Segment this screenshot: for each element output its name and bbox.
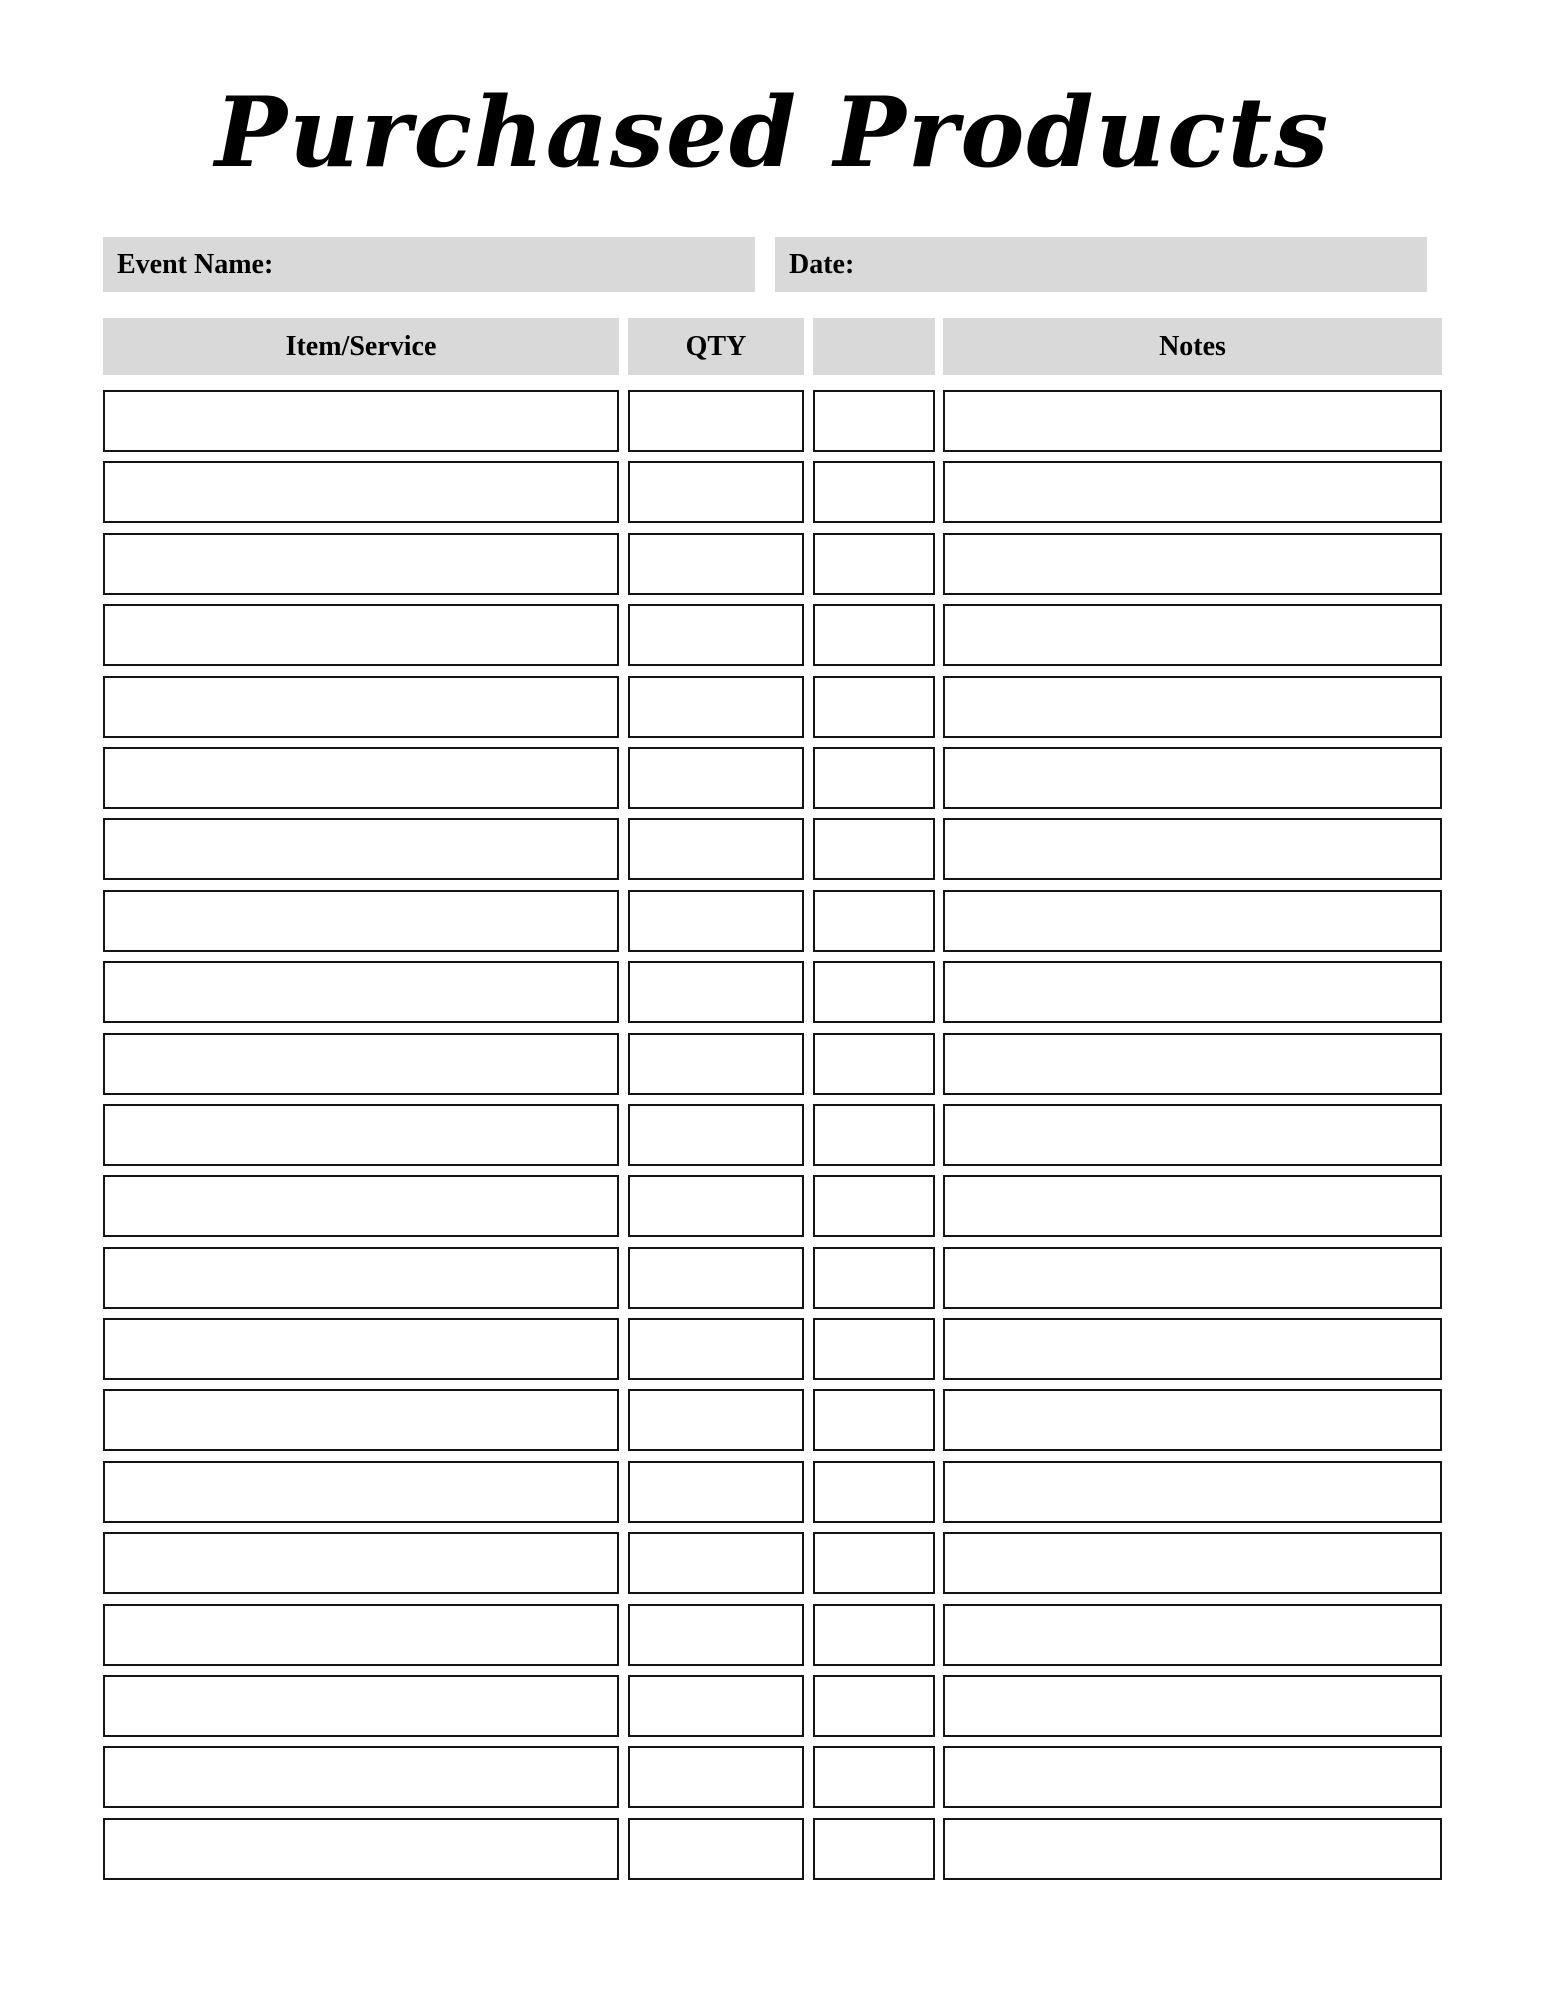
- table-row: [103, 1247, 1442, 1309]
- blank-cell[interactable]: [813, 818, 935, 880]
- item-service-cell[interactable]: [103, 890, 619, 952]
- table-row: [103, 390, 1442, 452]
- notes-cell[interactable]: [943, 818, 1442, 880]
- qty-cell[interactable]: [628, 1746, 804, 1808]
- item-service-cell[interactable]: [103, 1461, 619, 1523]
- qty-cell[interactable]: [628, 533, 804, 595]
- qty-cell[interactable]: [628, 1818, 804, 1880]
- item-service-cell[interactable]: [103, 676, 619, 738]
- qty-cell[interactable]: [628, 961, 804, 1023]
- qty-cell[interactable]: [628, 1532, 804, 1594]
- qty-cell[interactable]: [628, 1033, 804, 1095]
- notes-cell[interactable]: [943, 1104, 1442, 1166]
- table-row: [103, 461, 1442, 523]
- item-service-cell[interactable]: [103, 390, 619, 452]
- item-service-cell[interactable]: [103, 961, 619, 1023]
- blank-cell[interactable]: [813, 461, 935, 523]
- event-name-label: Event Name:: [117, 248, 274, 280]
- blank-cell[interactable]: [813, 390, 935, 452]
- blank-cell[interactable]: [813, 1746, 935, 1808]
- page-title: Purchased Products: [214, 76, 1331, 189]
- notes-cell[interactable]: [943, 1247, 1442, 1309]
- item-service-cell[interactable]: [103, 1247, 619, 1309]
- table-row: [103, 1318, 1442, 1380]
- event-name-field[interactable]: [103, 237, 755, 292]
- item-service-cell[interactable]: [103, 747, 619, 809]
- column-header-notes: Notes: [943, 318, 1442, 375]
- table-row: [103, 961, 1442, 1023]
- table-row: [103, 1675, 1442, 1737]
- table-row: [103, 1389, 1442, 1451]
- item-service-cell[interactable]: [103, 533, 619, 595]
- blank-cell[interactable]: [813, 747, 935, 809]
- table-row: [103, 676, 1442, 738]
- notes-cell[interactable]: [943, 1818, 1442, 1880]
- table-row: [103, 1746, 1442, 1808]
- table-row: [103, 1604, 1442, 1666]
- item-service-cell[interactable]: [103, 1604, 619, 1666]
- column-header-qty: QTY: [628, 318, 804, 375]
- blank-cell[interactable]: [813, 1389, 935, 1451]
- table-row: [103, 818, 1442, 880]
- qty-cell[interactable]: [628, 818, 804, 880]
- qty-cell[interactable]: [628, 390, 804, 452]
- table-row: [103, 604, 1442, 666]
- qty-cell[interactable]: [628, 747, 804, 809]
- notes-cell[interactable]: [943, 390, 1442, 452]
- date-label: Date:: [789, 248, 855, 280]
- table-row: [103, 1818, 1442, 1880]
- date-field[interactable]: [775, 237, 1427, 292]
- blank-cell[interactable]: [813, 533, 935, 595]
- item-service-cell[interactable]: [103, 1675, 619, 1737]
- qty-cell[interactable]: [628, 890, 804, 952]
- blank-cell[interactable]: [813, 676, 935, 738]
- table-body: [103, 390, 1442, 1880]
- qty-cell[interactable]: [628, 1675, 804, 1737]
- item-service-cell[interactable]: [103, 1318, 619, 1380]
- notes-cell[interactable]: [943, 1675, 1442, 1737]
- table-row: [103, 890, 1442, 952]
- blank-cell[interactable]: [813, 961, 935, 1023]
- notes-cell[interactable]: [943, 890, 1442, 952]
- column-header-item-service: Item/Service: [103, 318, 619, 375]
- blank-cell[interactable]: [813, 1604, 935, 1666]
- notes-cell[interactable]: [943, 676, 1442, 738]
- date-input[interactable]: [864, 237, 1427, 292]
- item-service-cell[interactable]: [103, 1746, 619, 1808]
- qty-cell[interactable]: [628, 1461, 804, 1523]
- notes-cell[interactable]: [943, 1033, 1442, 1095]
- column-header-blank: [813, 318, 935, 375]
- table-row: [103, 1175, 1442, 1237]
- qty-cell[interactable]: [628, 1247, 804, 1309]
- blank-cell[interactable]: [813, 1104, 935, 1166]
- item-service-cell[interactable]: [103, 461, 619, 523]
- blank-cell[interactable]: [813, 1818, 935, 1880]
- qty-cell[interactable]: [628, 604, 804, 666]
- qty-cell[interactable]: [628, 1104, 804, 1166]
- table-row: [103, 1532, 1442, 1594]
- notes-cell[interactable]: [943, 1461, 1442, 1523]
- table-row: [103, 747, 1442, 809]
- table-header-row: [103, 318, 1442, 375]
- qty-cell[interactable]: [628, 1604, 804, 1666]
- item-service-cell[interactable]: [103, 1175, 619, 1237]
- notes-cell[interactable]: [943, 1175, 1442, 1237]
- item-service-cell[interactable]: [103, 1033, 619, 1095]
- notes-cell[interactable]: [943, 1604, 1442, 1666]
- qty-cell[interactable]: [628, 1389, 804, 1451]
- item-service-cell[interactable]: [103, 604, 619, 666]
- blank-cell[interactable]: [813, 890, 935, 952]
- table-row: [103, 533, 1442, 595]
- item-service-cell[interactable]: [103, 1532, 619, 1594]
- qty-cell[interactable]: [628, 461, 804, 523]
- qty-cell[interactable]: [628, 1318, 804, 1380]
- blank-cell[interactable]: [813, 1532, 935, 1594]
- blank-cell[interactable]: [813, 1247, 935, 1309]
- notes-cell[interactable]: [943, 1746, 1442, 1808]
- blank-cell[interactable]: [813, 1675, 935, 1737]
- notes-cell[interactable]: [943, 1532, 1442, 1594]
- notes-cell[interactable]: [943, 533, 1442, 595]
- qty-cell[interactable]: [628, 676, 804, 738]
- item-service-cell[interactable]: [103, 818, 619, 880]
- blank-cell[interactable]: [813, 1318, 935, 1380]
- blank-cell[interactable]: [813, 604, 935, 666]
- item-service-cell[interactable]: [103, 1104, 619, 1166]
- notes-cell[interactable]: [943, 961, 1442, 1023]
- notes-cell[interactable]: [943, 1389, 1442, 1451]
- blank-cell[interactable]: [813, 1175, 935, 1237]
- table-row: [103, 1033, 1442, 1095]
- event-name-input[interactable]: [283, 237, 755, 292]
- notes-cell[interactable]: [943, 1318, 1442, 1380]
- notes-cell[interactable]: [943, 604, 1442, 666]
- notes-cell[interactable]: [943, 747, 1442, 809]
- blank-cell[interactable]: [813, 1461, 935, 1523]
- item-service-cell[interactable]: [103, 1389, 619, 1451]
- notes-cell[interactable]: [943, 461, 1442, 523]
- table-row: [103, 1461, 1442, 1523]
- qty-cell[interactable]: [628, 1175, 804, 1237]
- blank-cell[interactable]: [813, 1033, 935, 1095]
- table-row: [103, 1104, 1442, 1166]
- item-service-cell[interactable]: [103, 1818, 619, 1880]
